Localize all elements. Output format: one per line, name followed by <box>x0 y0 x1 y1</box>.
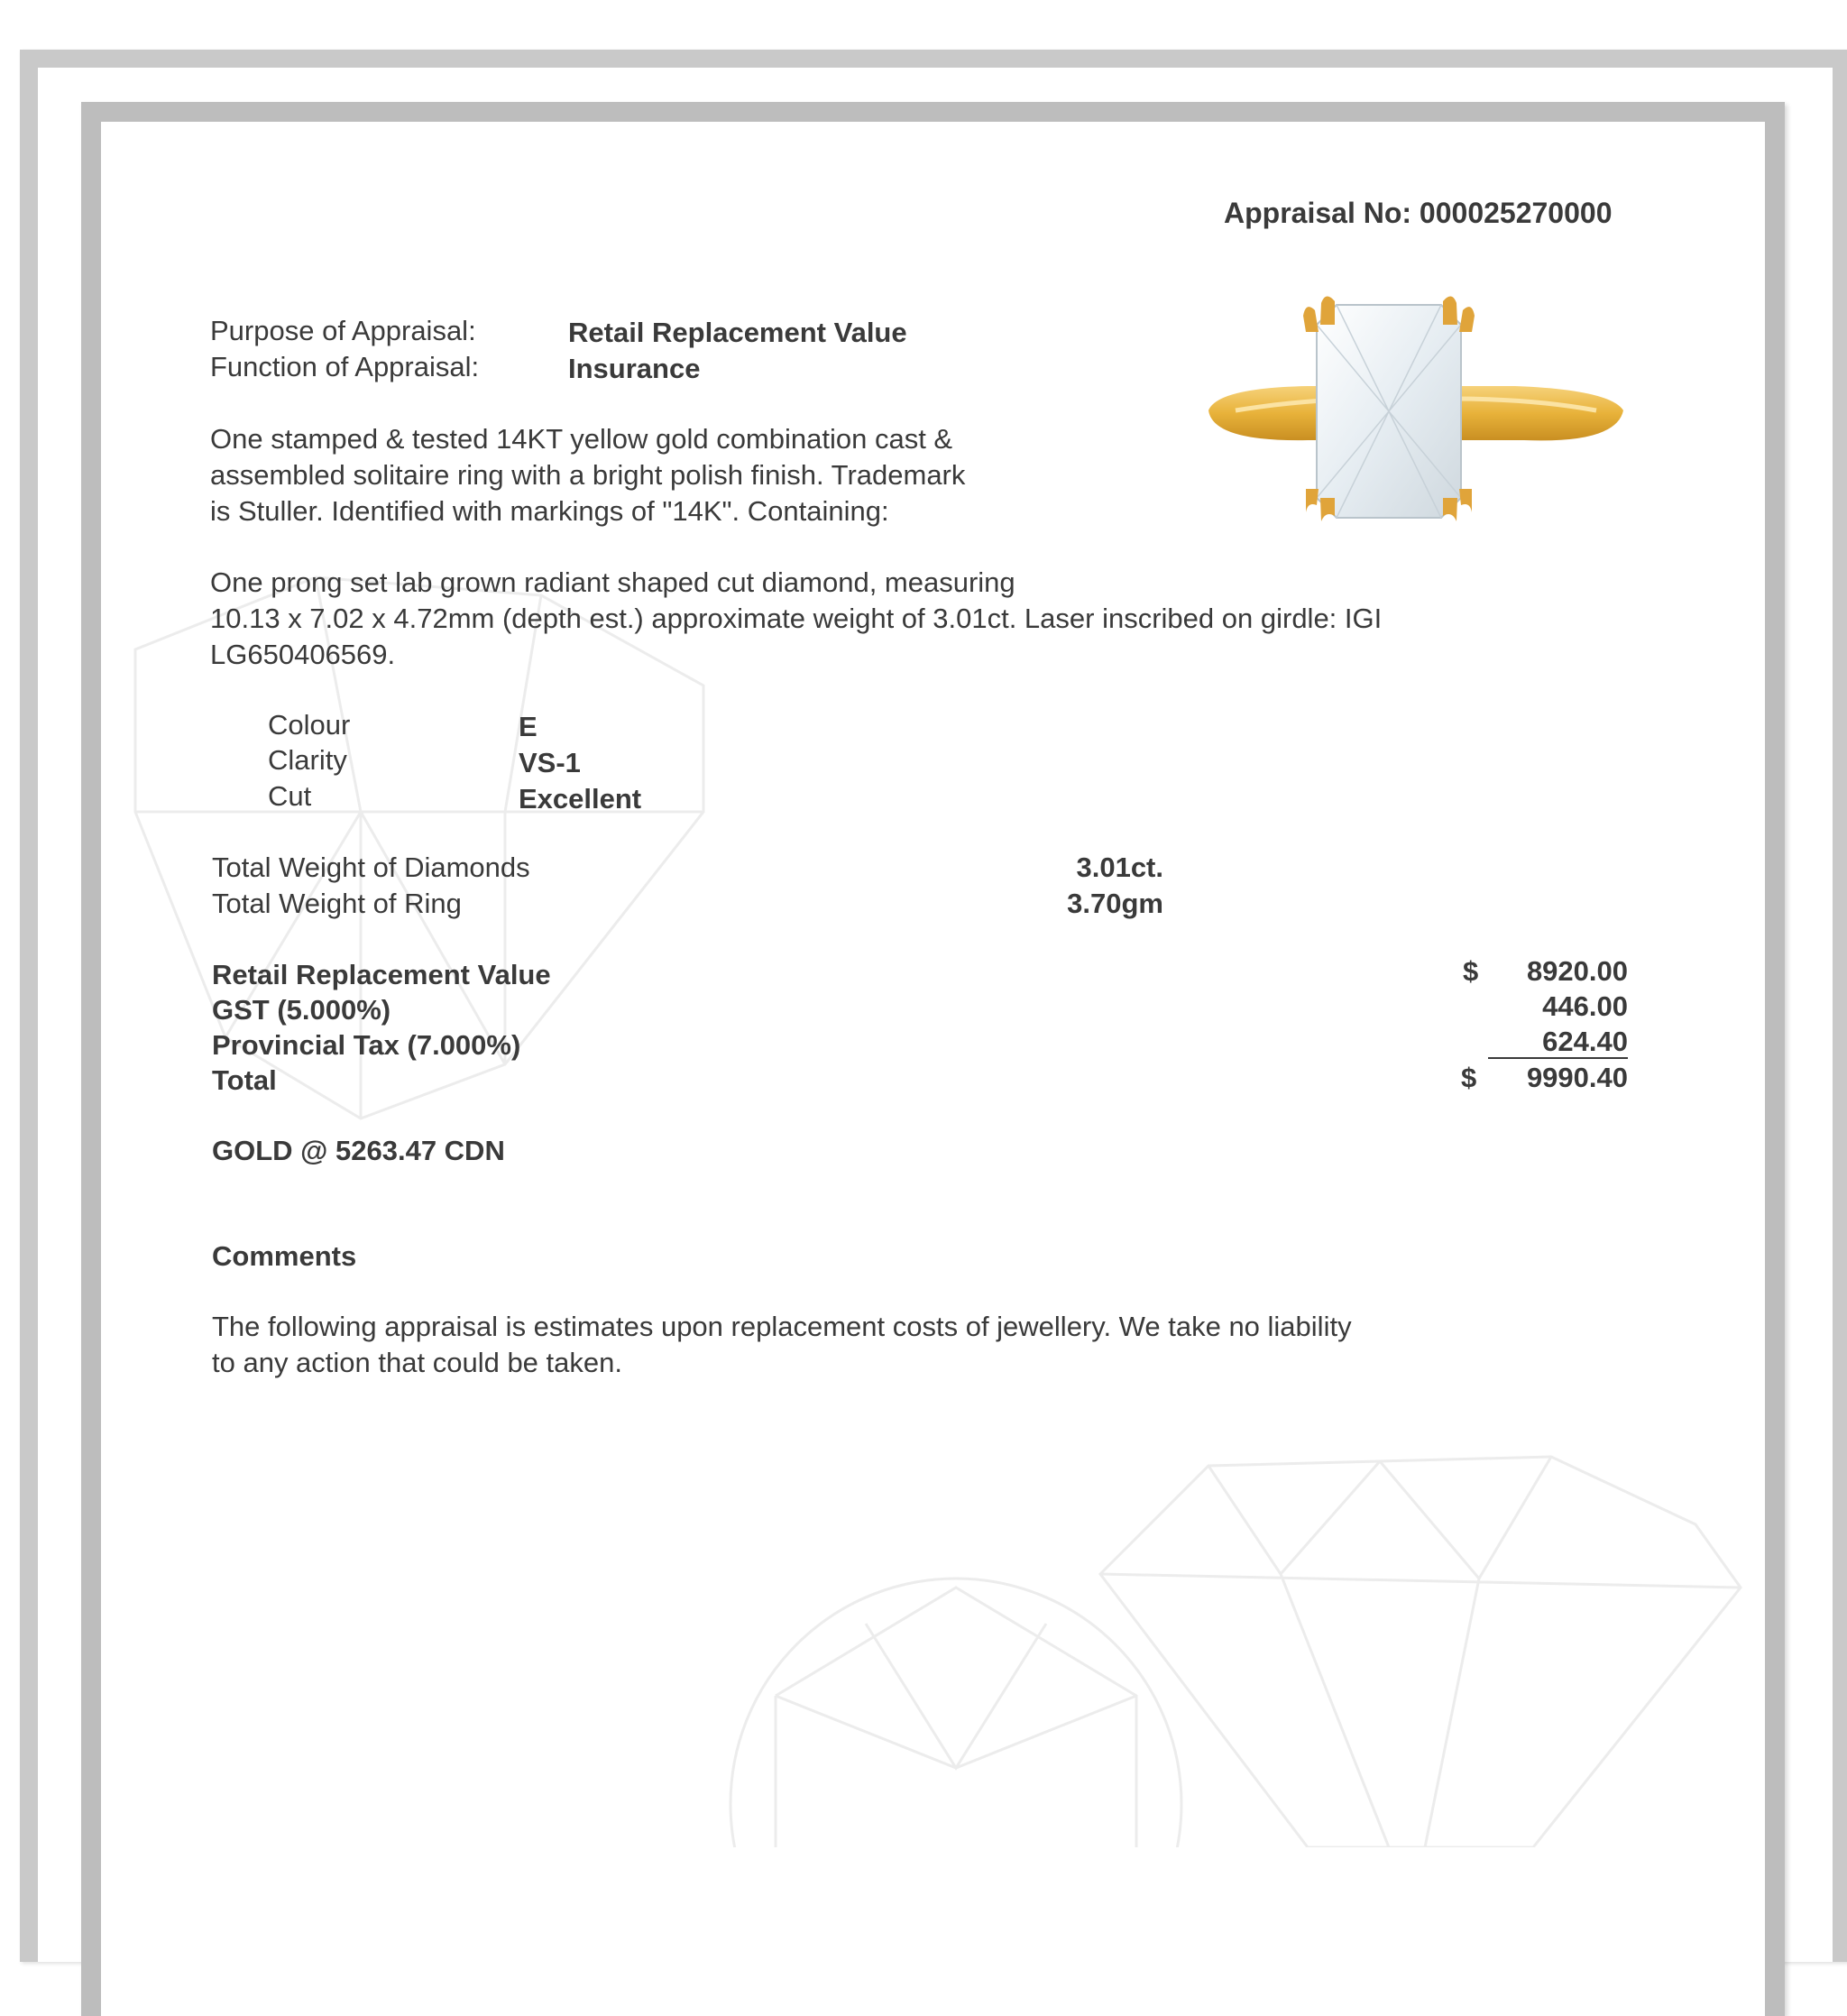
valuation-label: Retail Replacement Value <box>212 959 551 990</box>
valuation-currency: $ <box>1463 955 1479 987</box>
description-line-1: One stamped & tested 14KT yellow gold combination cast & <box>210 423 953 455</box>
comments-line-1: The following appraisal is estimates upon replacement costs of jewellery. We take no liability <box>212 1311 1352 1342</box>
valuation-amount: 624.40 <box>1542 1026 1628 1057</box>
function-label: Function of Appraisal: <box>210 351 480 382</box>
appraisal-number: Appraisal No: 000025270000 <box>1224 197 1613 229</box>
valuation-label: Total <box>212 1064 277 1096</box>
grading-value: VS-1 <box>519 747 581 778</box>
description-line-3: is Stuller. Identified with markings of "14K". Containing: <box>210 495 889 527</box>
diamond-line-1: One prong set lab grown radiant shaped cut diamond, measuring <box>210 566 1015 598</box>
diamond-line-2: 10.13 x 7.02 x 4.72mm (depth est.) approximate weight of 3.01ct. Laser inscribed on girdle: IGI <box>210 603 1383 634</box>
purpose-label: Purpose of Appraisal: <box>210 315 476 346</box>
grading-label: Clarity <box>268 744 347 776</box>
description-line-2: assembled solitaire ring with a bright polish finish. Trademark <box>210 459 966 491</box>
diamond-line-3: LG650406569. <box>210 639 396 670</box>
weight-label: Total Weight of Ring <box>212 888 462 919</box>
subtotal-rule <box>1488 1057 1628 1059</box>
grading-value: Excellent <box>519 783 642 815</box>
purpose-value: Retail Replacement Value <box>568 317 907 348</box>
weight-label: Total Weight of Diamonds <box>212 852 530 883</box>
function-value: Insurance <box>568 353 701 384</box>
valuation-label: GST (5.000%) <box>212 994 391 1026</box>
grading-value: E <box>519 711 538 742</box>
valuation-amount: 8920.00 <box>1526 955 1628 987</box>
weight-value: 3.01ct. <box>1076 852 1163 883</box>
gold-price: GOLD @ 5263.47 CDN <box>212 1135 505 1166</box>
valuation-amount: 9990.40 <box>1526 1062 1628 1093</box>
comments-heading: Comments <box>212 1240 357 1272</box>
valuation-amount: 446.00 <box>1542 990 1628 1022</box>
weight-value: 3.70gm <box>1067 888 1163 919</box>
grading-label: Cut <box>268 780 312 812</box>
valuation-label: Provincial Tax (7.000%) <box>212 1029 521 1061</box>
valuation-currency: $ <box>1461 1062 1477 1093</box>
comments-line-2: to any action that could be taken. <box>212 1347 622 1378</box>
ring-photo-icon <box>1199 289 1632 523</box>
grading-label: Colour <box>268 709 351 741</box>
